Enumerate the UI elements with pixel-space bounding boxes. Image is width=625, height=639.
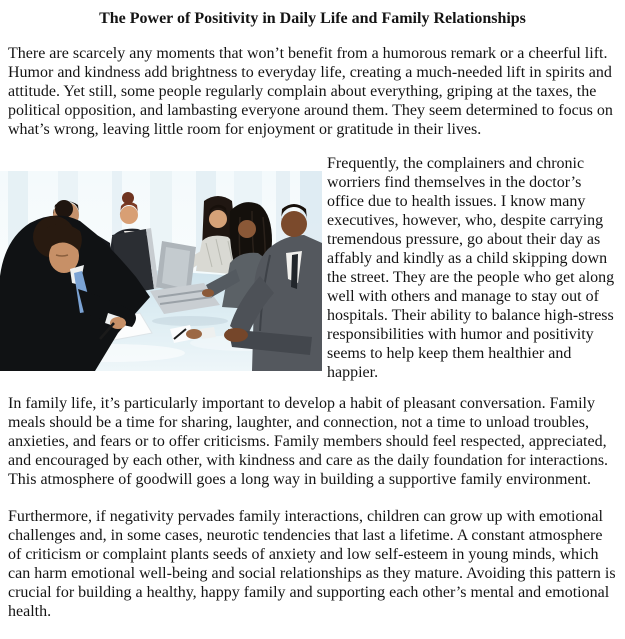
paragraph-family: In family life, it’s particularly important to develop a habit of pleasant conversation. Family meals should be a time for sharing, laughter, and connection, not a time to unload troubles, anxieties, and fears or to offer criticisms. Family members should feel respected, appreciated, and encouraged by each other, with kindness and care as the daily foundation for interactions. This atmosphere of goodwill goes a long way in building a supportive family environment. <box>8 395 609 488</box>
paragraph-children: Furthermore, if negativity pervades family interactions, children can grow up with emotional challenges and, in some cases, neurotic tendencies that last a lifetime. A constant atmosphere of criticism or complaint plants seeds of anxiety and low self-esteem in young minds, which can harm emotional well-being and social relationships as they mature. Avoiding this pattern is crucial for building a healthy, happy family and supporting each other’s mental and emotional health. <box>8 508 616 620</box>
photo-text-row <box>0 154 617 382</box>
document-title: The Power of Positivity in Daily Life and Family Relationships <box>99 10 526 27</box>
paragraph-intro: There are scarcely any moments that won’t benefit from a humorous remark or a cheerful lift. Humor and kindness add brightness to everyday life, creating a much-needed lift in spirits and attitude. Yet still, some people regularly complain about everything, griping at the taxes, the political opposition, and lambasting everyone around them. They seem determined to focus on what’s wrong, leaving little room for enjoyment or gratitude in their lives. <box>8 45 613 138</box>
meeting-photo <box>0 171 322 371</box>
paragraph-executives: Frequently, the complainers and chronic worriers find themselves in the doctor’s office due to health issues. I know many executives, however, who, despite carrying tremendous pressure, go about their day as affably and kindly as a child skipping down the street. They are the people who get along well with others and manage to stay out of hospitals. Their ability to balance high-stress responsibilities with humor and positivity seems to help keep them healthier and happier. <box>327 155 615 381</box>
